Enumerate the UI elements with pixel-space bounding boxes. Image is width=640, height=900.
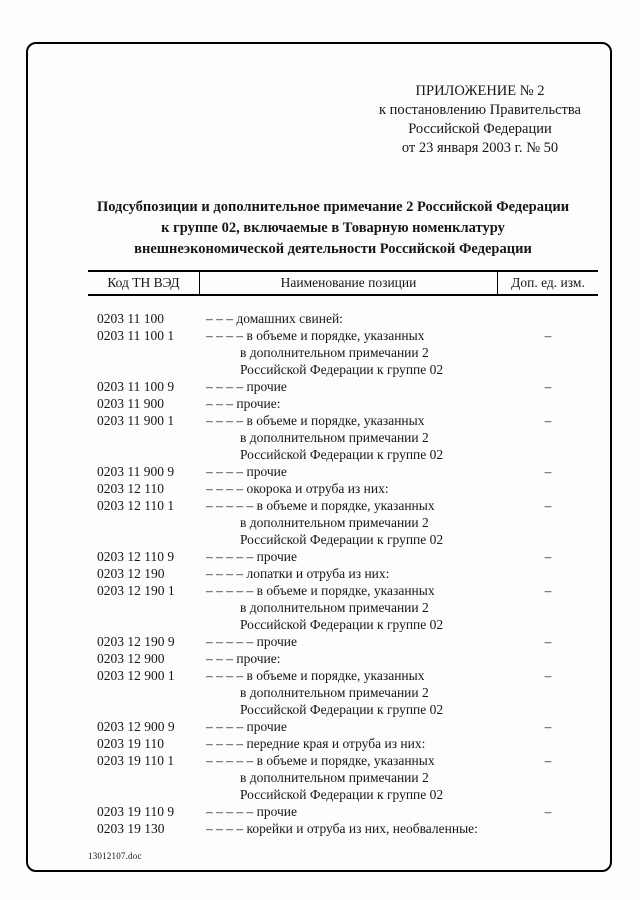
row-description (200, 633, 498, 650)
row-code: 0203 11 100 (97, 311, 164, 326)
row-description (200, 310, 498, 327)
row-description (200, 803, 498, 820)
row-description-line: – – – – прочие (206, 719, 287, 734)
row-description (200, 752, 498, 803)
row-description-continuation: Российской Федерации к группе 02 (240, 532, 444, 547)
row-description-line: – – – – прочие (206, 464, 287, 479)
table-row (88, 395, 598, 412)
row-description (200, 463, 498, 480)
table-row (88, 548, 598, 565)
row-description-line: – – – прочие: (206, 651, 281, 666)
row-description-line: – – – – корейки и отруба из них, необваленные: (206, 821, 478, 836)
row-unit (498, 565, 598, 582)
table-row (88, 463, 598, 480)
row-description-continuation: Российской Федерации к группе 02 (240, 702, 444, 717)
row-description (200, 480, 498, 497)
header-name-column: Наименование позиции (200, 272, 498, 294)
table-row (88, 412, 598, 463)
row-description-line: – – – – лопатки и отруба из них: (206, 566, 390, 581)
row-description (200, 395, 498, 412)
row-description-line: – – – – – прочие (206, 634, 298, 649)
row-description-line: – – – – – в объеме и порядке, указанных (206, 583, 435, 598)
row-description-continuation: в дополнительном примечании 2 (240, 430, 429, 445)
table-row (88, 378, 598, 395)
row-description (200, 718, 498, 735)
row-unit: – (544, 668, 552, 683)
row-description-continuation: в дополнительном примечании 2 (240, 600, 429, 615)
title-line-1: Подсубпозиции и дополнительное примечание 2 Российской Федерации (96, 199, 570, 215)
row-code: 0203 19 110 9 (97, 804, 175, 819)
row-unit: – (544, 634, 552, 649)
row-description-continuation: в дополнительном примечании 2 (240, 515, 429, 530)
row-description-line: – – – – – в объеме и порядке, указанных (206, 498, 435, 513)
row-code: 0203 12 110 1 (97, 498, 175, 513)
table-row (88, 327, 598, 378)
table-row (88, 633, 598, 650)
row-unit (498, 735, 598, 752)
table-row (88, 735, 598, 752)
row-code: 0203 11 900 9 (97, 464, 175, 479)
row-description (200, 378, 498, 395)
table-row (88, 582, 598, 633)
row-description-line: – – – – в объеме и порядке, указанных (206, 413, 425, 428)
row-description-line: – – – – окорока и отруба из них: (206, 481, 389, 496)
row-description-continuation: в дополнительном примечании 2 (240, 770, 429, 785)
row-unit: – (544, 464, 552, 479)
row-code: 0203 11 900 (97, 396, 164, 411)
row-unit: – (544, 804, 552, 819)
row-code: 0203 12 190 9 (97, 634, 175, 649)
row-description (200, 412, 498, 463)
row-unit: – (544, 498, 552, 513)
appendix-line-3: Российской Федерации (408, 121, 552, 137)
row-unit: – (544, 328, 552, 343)
row-description-line: – – – прочие: (206, 396, 281, 411)
table-row (88, 480, 598, 497)
header-code-column: Код ТН ВЭД (88, 272, 200, 294)
appendix-line-2: к постановлению Правительства (379, 102, 581, 118)
title-line-2: к группе 02, включаемые в Товарную номенклатуру (161, 220, 505, 236)
table-row (88, 803, 598, 820)
row-description-continuation: Российской Федерации к группе 02 (240, 447, 444, 462)
row-code: 0203 12 110 (97, 481, 164, 496)
row-description-line: – – – – – прочие (206, 804, 298, 819)
header-unit-column: Доп. ед. изм. (511, 275, 585, 290)
appendix-block (355, 82, 605, 158)
table-body (88, 296, 598, 837)
row-code: 0203 12 900 9 (97, 719, 175, 734)
row-description-line: – – – – – в объеме и порядке, указанных (206, 753, 435, 768)
table-row (88, 820, 598, 837)
table-row (88, 667, 598, 718)
table-row (88, 718, 598, 735)
document-title (78, 197, 588, 260)
row-description (200, 820, 498, 837)
row-code: 0203 19 110 1 (97, 753, 175, 768)
appendix-line-1: ПРИЛОЖЕНИЕ № 2 (415, 83, 545, 99)
row-code: 0203 12 110 9 (97, 549, 175, 564)
codes-table (88, 270, 598, 837)
row-code: 0203 19 130 (97, 821, 165, 836)
row-description-line: – – – – в объеме и порядке, указанных (206, 668, 425, 683)
row-description-continuation: в дополнительном примечании 2 (240, 685, 429, 700)
row-code: 0203 12 900 1 (97, 668, 175, 683)
row-code: 0203 12 190 1 (97, 583, 175, 598)
row-code: 0203 11 100 9 (97, 379, 175, 394)
row-description (200, 650, 498, 667)
row-code: 0203 11 100 1 (97, 328, 175, 343)
appendix-line-4: от 23 января 2003 г. № 50 (401, 140, 559, 156)
row-description-line: – – – – передние края и отруба из них: (206, 736, 426, 751)
row-code: 0203 12 900 (97, 651, 165, 666)
row-unit: – (544, 583, 552, 598)
row-description (200, 565, 498, 582)
row-description-line: – – – – в объеме и порядке, указанных (206, 328, 425, 343)
row-unit: – (544, 413, 552, 428)
title-line-3: внешнеэкономической деятельности Российской Федерации (134, 241, 532, 257)
row-unit (498, 480, 598, 497)
row-unit: – (544, 719, 552, 734)
table-header-row (88, 270, 598, 296)
row-unit (498, 310, 598, 327)
row-code: 0203 12 190 (97, 566, 165, 581)
row-description (200, 735, 498, 752)
row-description (200, 582, 498, 633)
table-row (88, 310, 598, 327)
table-row (88, 752, 598, 803)
row-unit: – (544, 549, 552, 564)
row-unit: – (544, 379, 552, 394)
row-description-line: – – – домашних свиней: (206, 311, 343, 326)
row-unit (498, 650, 598, 667)
row-description (200, 497, 498, 548)
row-description (200, 667, 498, 718)
row-description (200, 327, 498, 378)
row-description (200, 548, 498, 565)
row-code: 0203 11 900 1 (97, 413, 175, 428)
row-description-continuation: Российской Федерации к группе 02 (240, 787, 444, 802)
row-code: 0203 19 110 (97, 736, 164, 751)
row-unit (498, 820, 598, 837)
row-description-continuation: Российской Федерации к группе 02 (240, 362, 444, 377)
row-description-line: – – – – прочие (206, 379, 287, 394)
row-unit (498, 395, 598, 412)
table-row (88, 497, 598, 548)
row-description-continuation: Российской Федерации к группе 02 (240, 617, 444, 632)
row-unit: – (544, 753, 552, 768)
row-description-continuation: в дополнительном примечании 2 (240, 345, 429, 360)
footer-filename: 13012107.doc (88, 851, 142, 861)
table-row (88, 565, 598, 582)
table-row (88, 650, 598, 667)
row-description-line: – – – – – прочие (206, 549, 298, 564)
